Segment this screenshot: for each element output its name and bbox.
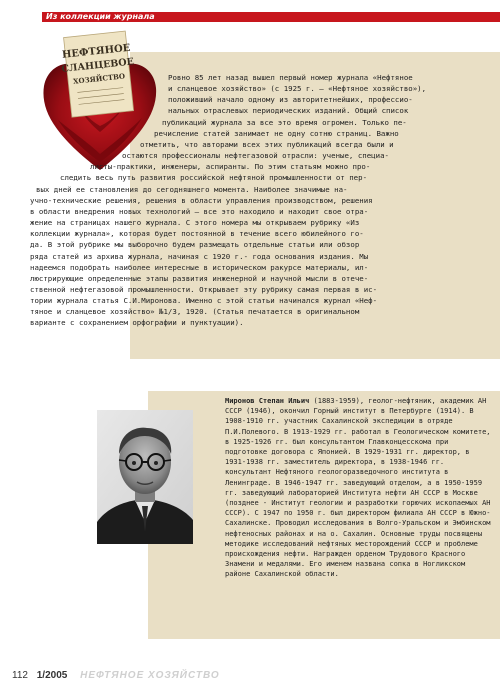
portrait-illustration — [97, 410, 193, 544]
intro-line: отметить, что авторами всех этих публикаций всегда были и — [140, 139, 394, 149]
intro-line: следить весь путь развития российской нефтяной промышленности от пер- — [60, 173, 368, 183]
intro-line: ственной нефтегазовой промышленности. Открывает эту рубрику самая первая в ис- — [30, 284, 378, 294]
intro-line: нальных отраслевых периодических изданий. Общий список — [168, 106, 409, 116]
intro-line: варианте с сохранением орфографии и пунктуации). — [30, 318, 244, 328]
intro-line: вых дней ее становления до сегодняшнего момента. Наиболее значимые на- — [36, 184, 348, 194]
intro-line: в области внедрения новых технологий – все это находило и находит свое отра- — [30, 206, 369, 216]
biography-text — [225, 396, 493, 580]
intro-line: остаются профессионалы нефтегазовой отрасли: ученые, специа- — [122, 151, 389, 161]
intro-line: люстрирующие определенные этапы развития инженерной и научной мысли в отече- — [30, 273, 369, 283]
intro-text — [30, 72, 495, 329]
cover-title-line1: НЕФТЯНОЕ — [61, 42, 131, 61]
intro-line: речисление статей занимает не одну сотню страниц. Важно — [154, 128, 399, 138]
intro-line: коллекции журнала», которая будет постоянной в течение всего юбилейного го- — [30, 229, 364, 239]
intro-line: учно-технические решения, решения в области управления производством, решения — [30, 195, 373, 205]
intro-line: Ровно 85 лет назад вышел первый номер журнала «Нефтяное — [168, 73, 413, 82]
cover-title-line2: СЛАНЦЕВОЕ — [60, 56, 135, 75]
intro-line: ряда статей из архива журнала, начиная с 1920 г.- года основания издания. Мы — [30, 251, 369, 261]
intro-line: положивший начало одному из авторитетнейших, профессио- — [168, 95, 413, 105]
cover-title-line3: ХОЗЯЙСТВО — [72, 71, 126, 86]
intro-line: да. В этой рубрике мы выборочно будем размещать отдельные статьи или обзор — [30, 240, 360, 250]
intro-line: тории журнала статья С.И.Миронова. Именно с этой статьи начинался журнал «Неф- — [30, 296, 378, 306]
intro-line: надеемся подобрать наиболее интересные в историческом ракурсе материалы, ил- — [30, 262, 369, 272]
portrait-photo — [97, 410, 193, 544]
intro-line: листы-практики, инженеры, аспиранты. По этим статьям можно про- — [90, 162, 371, 172]
page-number: 112 — [12, 670, 28, 681]
section-label: Из коллекции журнала — [46, 12, 155, 21]
intro-line: жение на страницах нашего журнала. С этого номера мы открываем рубрику «Из — [30, 218, 360, 228]
issue-number: 1/2005 — [36, 670, 68, 681]
bio-name: Миронов Степан Ильич — [225, 397, 310, 405]
page-footer — [12, 669, 220, 683]
intro-line: и сланцевое хозяйство» (с 1925 г. – «Нефтяное хозяйство»), — [168, 84, 427, 94]
bio-body: (1883-1959), геолог-нефтяник, академик АН СССР (1946), окончил Горный институт в Петербурге (1914). В 1908-1910 гг. участник Сахалинской экспедиции в отряде П.И.Полевого. В 1913-1929 гг. работал в Геологическом комитете, в 1925-1926 гг. был консультантом Главконцесскома при подготовке договора с Японией. В 1929-1931 гг. директор, в 1931-1938 гг. заместитель директора, в 1938-1946 гг. консультант Нефтяного геологоразведочного института в Ленинграде. В 1946-1947 гг. заведующий отделом, а в 1950-1959 гг. заведующий лабораторией Института нефти АН СССР в Москве (позднее - Институт геологии и разработки горючих ископаемых АН СССР). С 1947 по 1950 г. был директором филиала АН СССР в Южно-Сахалинске. Проводил исследования в Волго-Уральском и Эмбинском нефтеносных районах и на о. Сахалин. Основные труды посвящены методике исследований нефтяных месторождений СССР и проблеме происхождения нефти. Награжден орденом Трудового Красного Знамени и медалями. Его именем названа сопка в Ногликском районе Сахалинской области. — [225, 397, 491, 579]
magazine-name: НЕФТЯНОЕ ХОЗЯЙСТВО — [80, 670, 220, 681]
intro-line: публикаций журнала за все это время огромен. Только пе- — [162, 117, 407, 127]
intro-line: тяное и сланцевое хозяйство» №1/3, 1920. (Статья печатается в оригинальном — [30, 307, 360, 317]
